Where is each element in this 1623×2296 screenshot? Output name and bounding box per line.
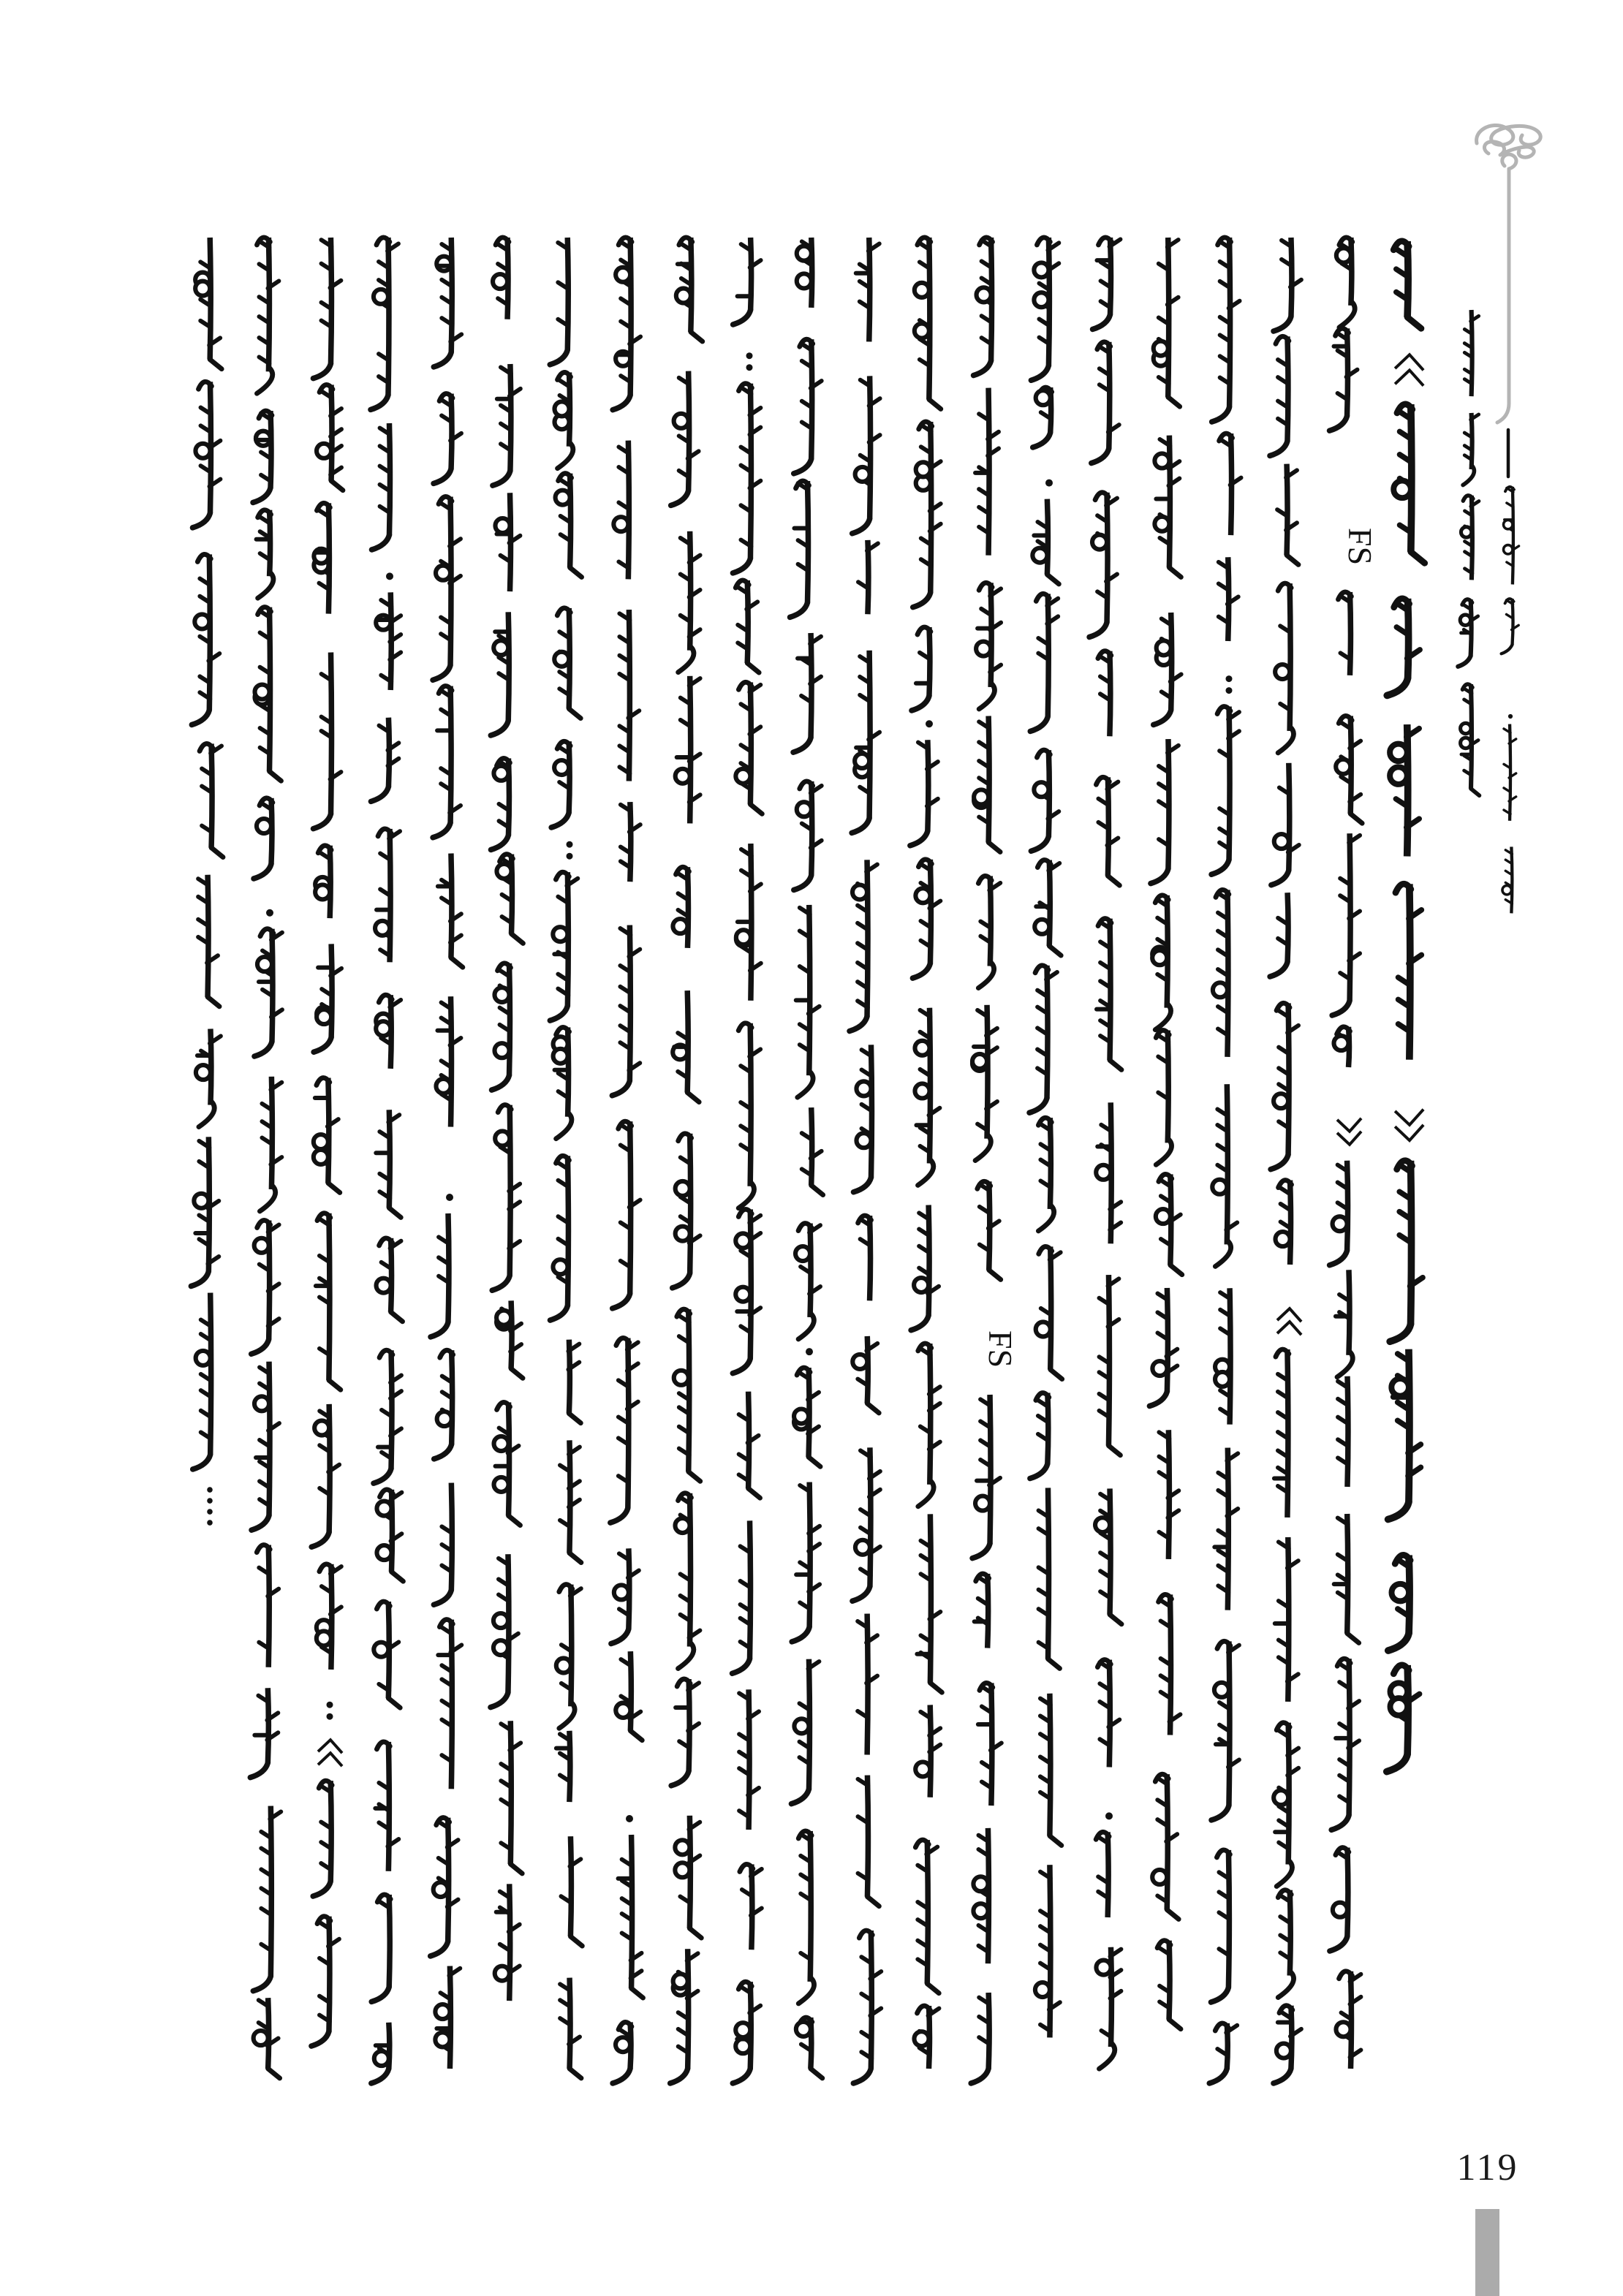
body-text-block — [191, 238, 1424, 2083]
sentence-dot — [386, 572, 393, 580]
running-head-light — [1502, 487, 1519, 913]
colon-dots — [567, 853, 573, 860]
text-column — [733, 238, 763, 2083]
sentence-dot — [446, 1194, 453, 1201]
sentence-dot — [806, 1348, 813, 1355]
guillemet-close — [1337, 1118, 1361, 1145]
text-column — [431, 238, 463, 2069]
header-rule — [1497, 169, 1509, 423]
colon-dots — [567, 841, 573, 848]
colon-dots — [327, 1713, 333, 1720]
sentence-dot — [926, 720, 933, 727]
text-column — [790, 238, 823, 2078]
guillemet-open — [1395, 355, 1423, 385]
sentence-dot — [1105, 1812, 1113, 1819]
text-column — [491, 238, 523, 2001]
ellipsis-dots — [207, 1520, 213, 1526]
guillemet-close — [1395, 1110, 1423, 1140]
sentence-dot — [266, 909, 273, 917]
guillemet-open — [1277, 1308, 1301, 1335]
text-column — [670, 238, 703, 2083]
colon-dots — [1226, 675, 1233, 682]
text-column — [971, 238, 1019, 2083]
text-column — [1209, 238, 1241, 2083]
text-column — [1149, 238, 1181, 2029]
running-head-bold — [1458, 310, 1479, 795]
text-column — [910, 238, 942, 2069]
latin-token-fs: FS — [982, 1330, 1019, 1368]
text-column — [1089, 238, 1121, 2069]
ellipsis-dots — [207, 1509, 213, 1515]
sentence-dot — [1045, 480, 1053, 487]
latin-token-fs: FS — [1342, 528, 1379, 566]
text-column — [610, 238, 643, 2083]
colon-dots — [327, 1702, 333, 1708]
ellipsis-dots — [207, 1498, 213, 1504]
colon-dots — [746, 364, 753, 371]
text-column — [250, 238, 282, 2078]
flourish-icon — [1502, 154, 1516, 169]
title-column — [1387, 241, 1425, 1772]
text-column — [371, 238, 404, 2083]
ellipsis-dots — [207, 1487, 213, 1493]
text-column — [1270, 238, 1301, 2083]
text-column — [191, 238, 223, 1526]
text-column — [1330, 238, 1379, 2069]
text-column — [550, 238, 582, 2078]
spine-bar — [1475, 2209, 1499, 2296]
guillemet-open — [318, 1740, 342, 1766]
text-column — [311, 238, 343, 2046]
colon-dots — [746, 352, 753, 359]
page-number: 119 — [1456, 2147, 1519, 2189]
text-column — [850, 238, 881, 2083]
sentence-dot — [1508, 714, 1513, 719]
sentence-dot — [626, 1815, 633, 1822]
header-ornament — [1477, 125, 1541, 477]
text-column — [1029, 238, 1062, 2038]
colon-dots — [1226, 687, 1233, 694]
